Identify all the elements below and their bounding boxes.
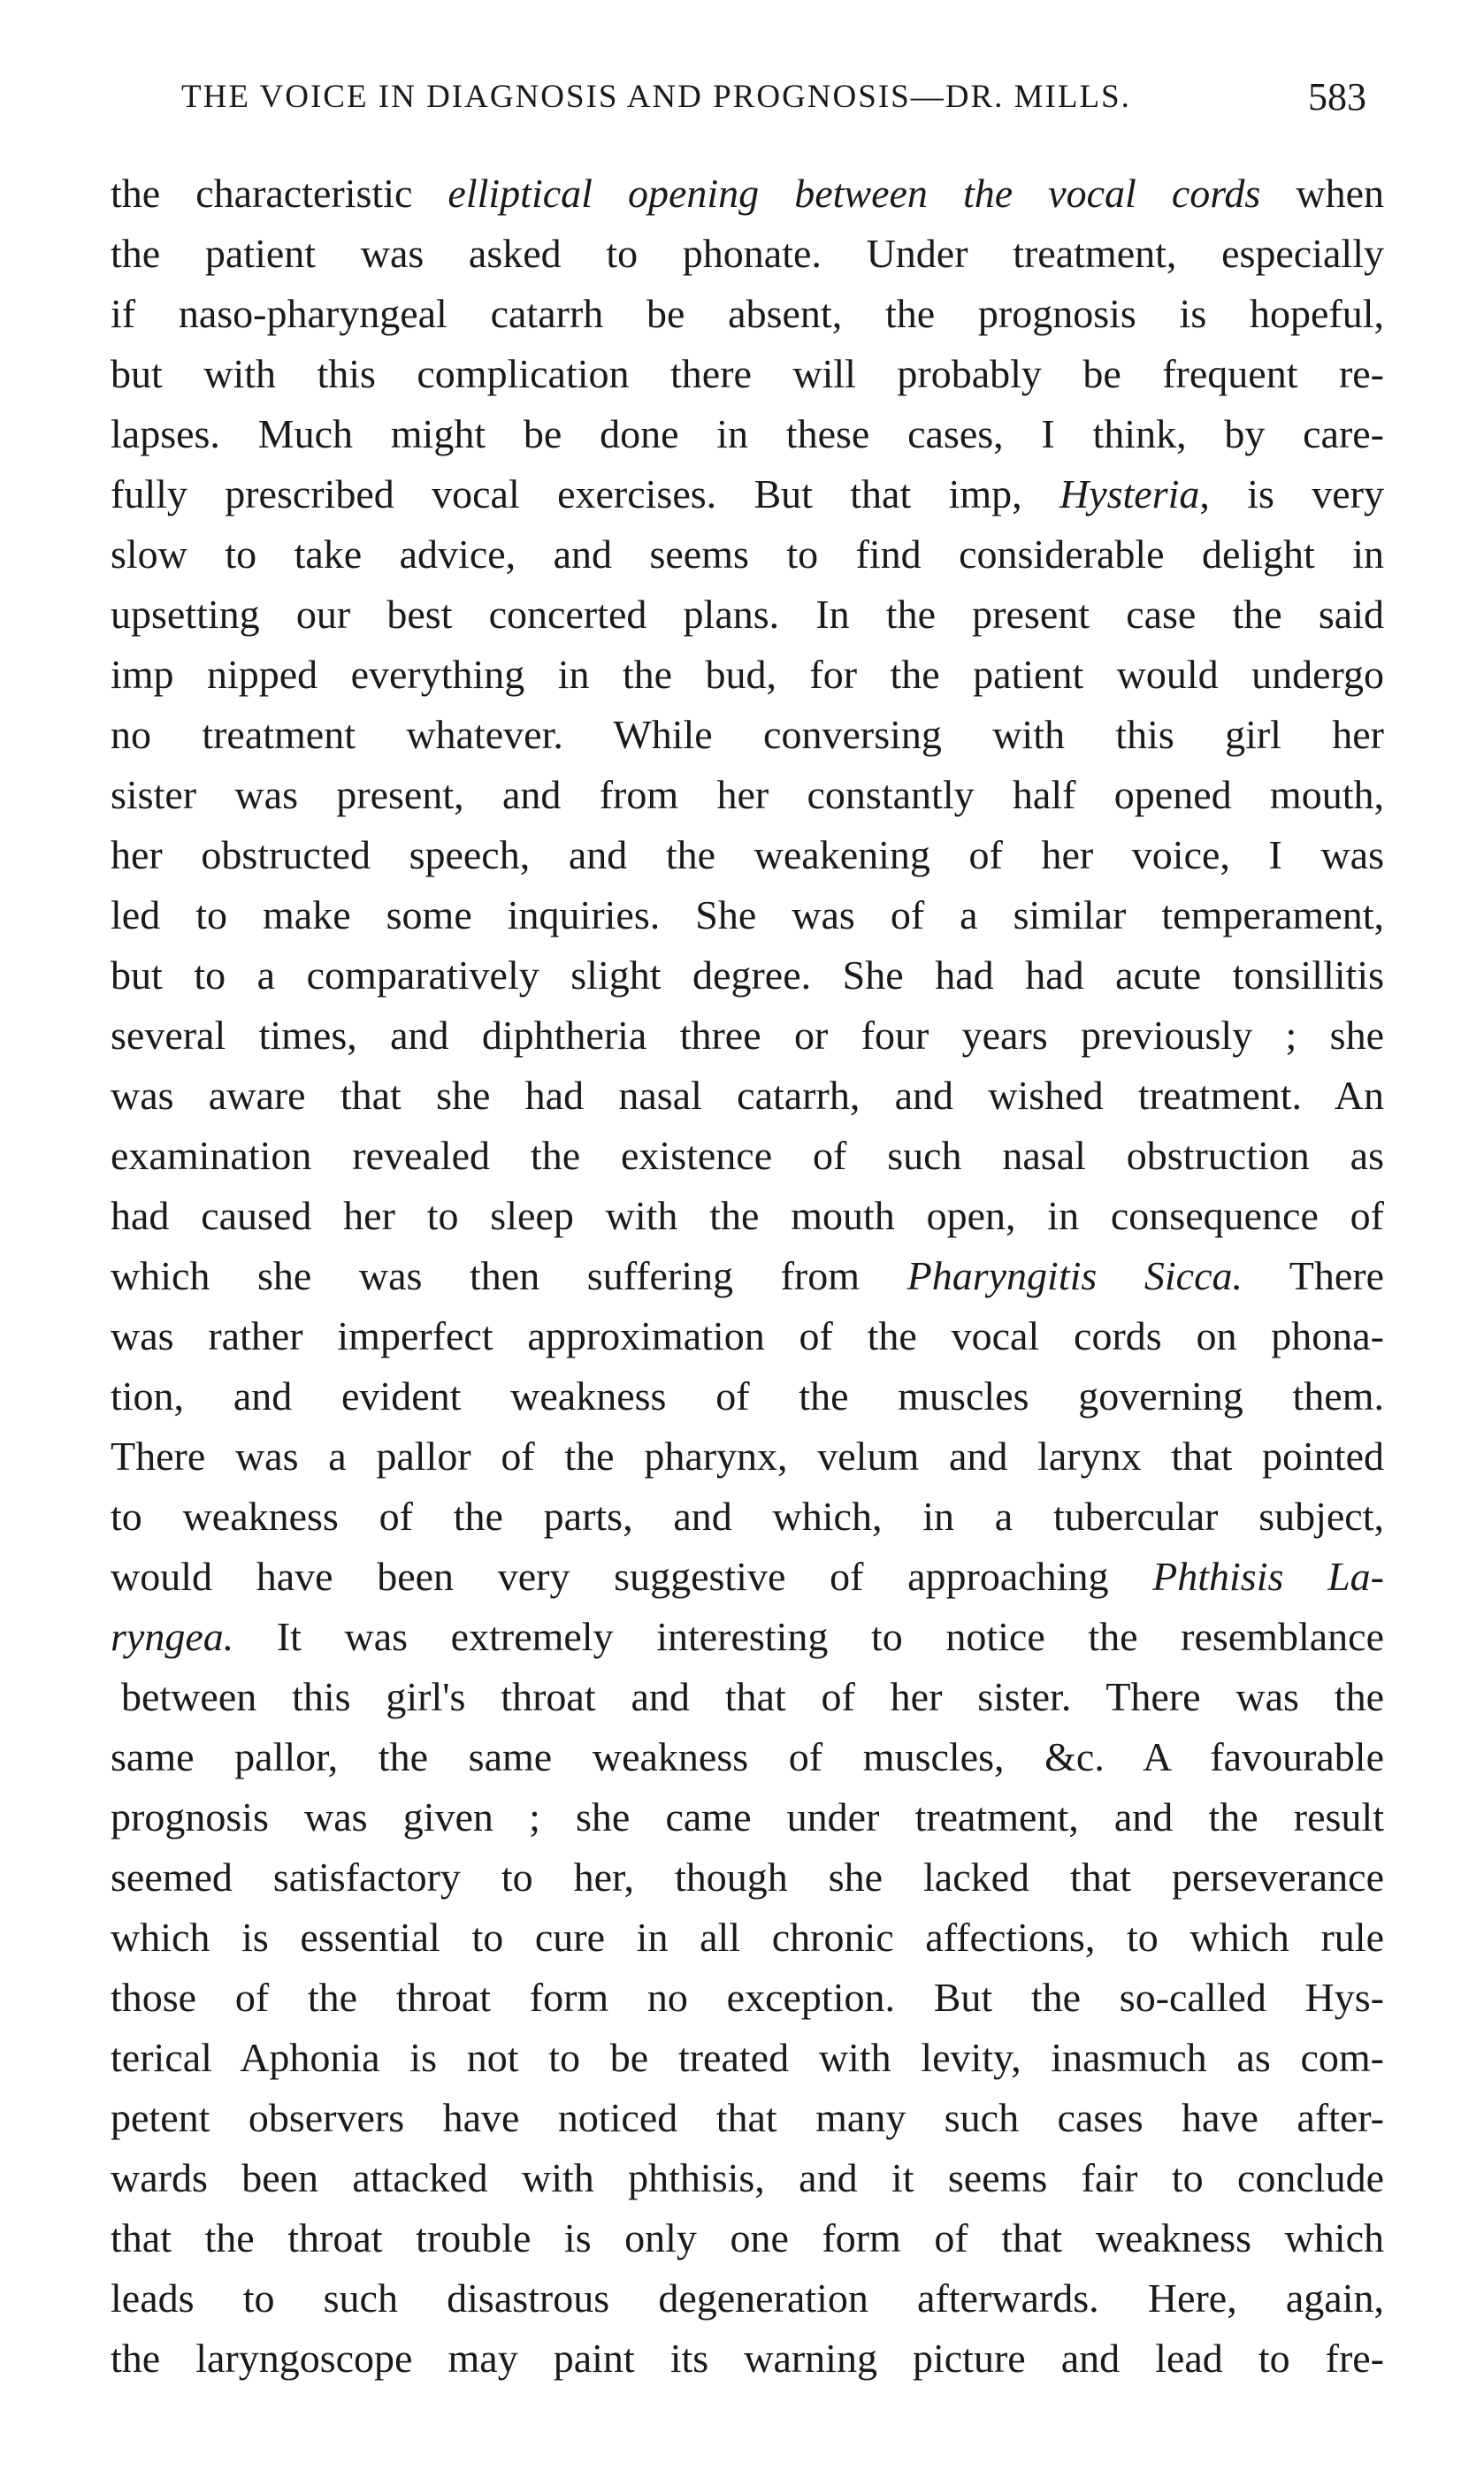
text-line bbox=[111, 885, 1384, 945]
text-line bbox=[111, 1306, 1384, 1366]
text-segment: if naso-pharyngeal catarrh be absent, the prognosis is hopeful, bbox=[111, 291, 1384, 336]
text-line bbox=[111, 2268, 1384, 2329]
text-line bbox=[111, 464, 1384, 524]
text-line bbox=[111, 2148, 1384, 2208]
text-segment: which is essential to cure in all chronic affections, to which rule bbox=[111, 1915, 1384, 1960]
text-segment: the laryngoscope may paint its warning picture and lead to fre- bbox=[111, 2336, 1384, 2381]
text-line bbox=[111, 1366, 1384, 1426]
text-segment: fully prescribed vocal exercises. But that imp, bbox=[111, 471, 1059, 516]
text-segment: imp nipped everything in the bud, for the patient would undergo bbox=[111, 652, 1384, 697]
text-segment: led to make some inquiries. She was of a similar temperament, bbox=[111, 892, 1384, 937]
text-segment: the characteristic bbox=[111, 171, 448, 216]
text-line bbox=[111, 2329, 1384, 2389]
text-line bbox=[111, 1908, 1384, 1968]
running-title: THE VOICE IN DIAGNOSIS AND PROGNOSIS—DR. MILLS. bbox=[181, 79, 1131, 115]
text-segment: the patient was asked to phonate. Under treatment, especially bbox=[111, 231, 1384, 276]
text-line bbox=[111, 1126, 1384, 1186]
text-segment: which she was then suffering from bbox=[111, 1253, 907, 1298]
text-segment: examination revealed the existence of such nasal obstruction as bbox=[111, 1133, 1384, 1178]
text-line bbox=[111, 585, 1384, 645]
text-segment: terical Aphonia is not to be treated with levity, inasmuch as com- bbox=[111, 2035, 1384, 2080]
text-line bbox=[111, 645, 1384, 705]
text-line bbox=[111, 1246, 1384, 1306]
text-line bbox=[111, 1727, 1384, 1787]
text-line bbox=[111, 705, 1384, 765]
text-line bbox=[111, 2028, 1384, 2088]
text-segment: There was a pallor of the pharynx, velum and larynx that pointed bbox=[111, 1434, 1384, 1479]
text-line bbox=[111, 524, 1384, 585]
text-line bbox=[111, 164, 1384, 224]
text-segment: between this girl's throat and that of her sister. There was the bbox=[121, 1674, 1384, 1719]
page-number: 583 bbox=[1308, 75, 1366, 119]
text-segment: , is very bbox=[1199, 471, 1384, 516]
text-line bbox=[111, 945, 1384, 1006]
text-segment: slow to take advice, and seems to find considerable delight in bbox=[111, 532, 1384, 577]
body-text bbox=[111, 164, 1384, 2389]
text-line bbox=[111, 284, 1384, 344]
text-segment: would have been very suggestive of approaching bbox=[111, 1554, 1153, 1599]
text-line bbox=[111, 2208, 1384, 2268]
text-line bbox=[111, 825, 1384, 885]
text-line bbox=[111, 1066, 1384, 1126]
italic-text: Hysteria bbox=[1059, 471, 1200, 516]
text-segment: that the throat trouble is only one form of that weakness which bbox=[111, 2215, 1384, 2260]
text-line bbox=[111, 1547, 1384, 1607]
text-segment: to weakness of the parts, and which, in a tubercular subject, bbox=[111, 1494, 1384, 1539]
text-segment: but with this complication there will probably be frequent re- bbox=[111, 351, 1384, 396]
text-segment: but to a comparatively slight degree. She had had acute tonsillitis bbox=[111, 952, 1384, 998]
text-line bbox=[111, 1667, 1384, 1727]
running-head bbox=[181, 75, 1366, 131]
text-segment: wards been attacked with phthisis, and it seems fair to conclude bbox=[111, 2155, 1384, 2200]
text-segment: no treatment whatever. While conversing with this girl her bbox=[111, 712, 1384, 757]
text-segment: There bbox=[1242, 1253, 1384, 1298]
text-segment: was rather imperfect approximation of the vocal cords on phona- bbox=[111, 1313, 1384, 1358]
italic-text: elliptical opening between the vocal cords bbox=[447, 171, 1261, 216]
text-segment: her obstructed speech, and the weakening of her voice, I was bbox=[111, 832, 1384, 877]
text-line bbox=[111, 765, 1384, 825]
text-line bbox=[111, 1006, 1384, 1066]
text-segment: upsetting our best concerted plans. In the present case the said bbox=[111, 592, 1384, 637]
text-line bbox=[111, 2088, 1384, 2148]
italic-text: Phthisis La- bbox=[1152, 1554, 1384, 1599]
text-line bbox=[111, 1607, 1384, 1667]
text-line bbox=[111, 224, 1384, 284]
text-segment: lapses. Much might be done in these cases, I think, by care- bbox=[111, 411, 1384, 456]
text-segment: when bbox=[1260, 171, 1384, 216]
italic-text: ryngea. bbox=[111, 1614, 234, 1659]
text-segment: seemed satisfactory to her, though she lacked that perseverance bbox=[111, 1855, 1384, 1900]
text-line bbox=[111, 1426, 1384, 1487]
text-line bbox=[111, 404, 1384, 464]
text-segment: had caused her to sleep with the mouth open, in consequence of bbox=[111, 1193, 1384, 1238]
text-segment: prognosis was given ; she came under treatment, and the result bbox=[111, 1794, 1384, 1839]
text-line bbox=[111, 1968, 1384, 2028]
text-segment: It was extremely interesting to notice the resemblance bbox=[233, 1614, 1384, 1659]
text-segment: sister was present, and from her constantly half opened mouth, bbox=[111, 772, 1384, 817]
text-line bbox=[111, 1847, 1384, 1908]
text-line bbox=[111, 1787, 1384, 1847]
text-segment: was aware that she had nasal catarrh, and wished treatment. An bbox=[111, 1073, 1384, 1118]
text-segment: same pallor, the same weakness of muscles, &c. A favourable bbox=[111, 1734, 1384, 1779]
text-line bbox=[111, 1186, 1384, 1246]
italic-text: Pharyngitis Sicca. bbox=[906, 1253, 1243, 1298]
text-segment: leads to such disastrous degeneration afterwards. Here, again, bbox=[111, 2275, 1384, 2321]
text-segment: tion, and evident weakness of the muscles governing them. bbox=[111, 1373, 1384, 1419]
text-segment: several times, and diphtheria three or four years previously ; she bbox=[111, 1013, 1384, 1058]
text-line bbox=[111, 344, 1384, 404]
text-segment: those of the throat form no exception. But the so-called Hys- bbox=[111, 1975, 1384, 2020]
text-segment: petent observers have noticed that many such cases have after- bbox=[111, 2095, 1384, 2140]
text-line bbox=[111, 1487, 1384, 1547]
